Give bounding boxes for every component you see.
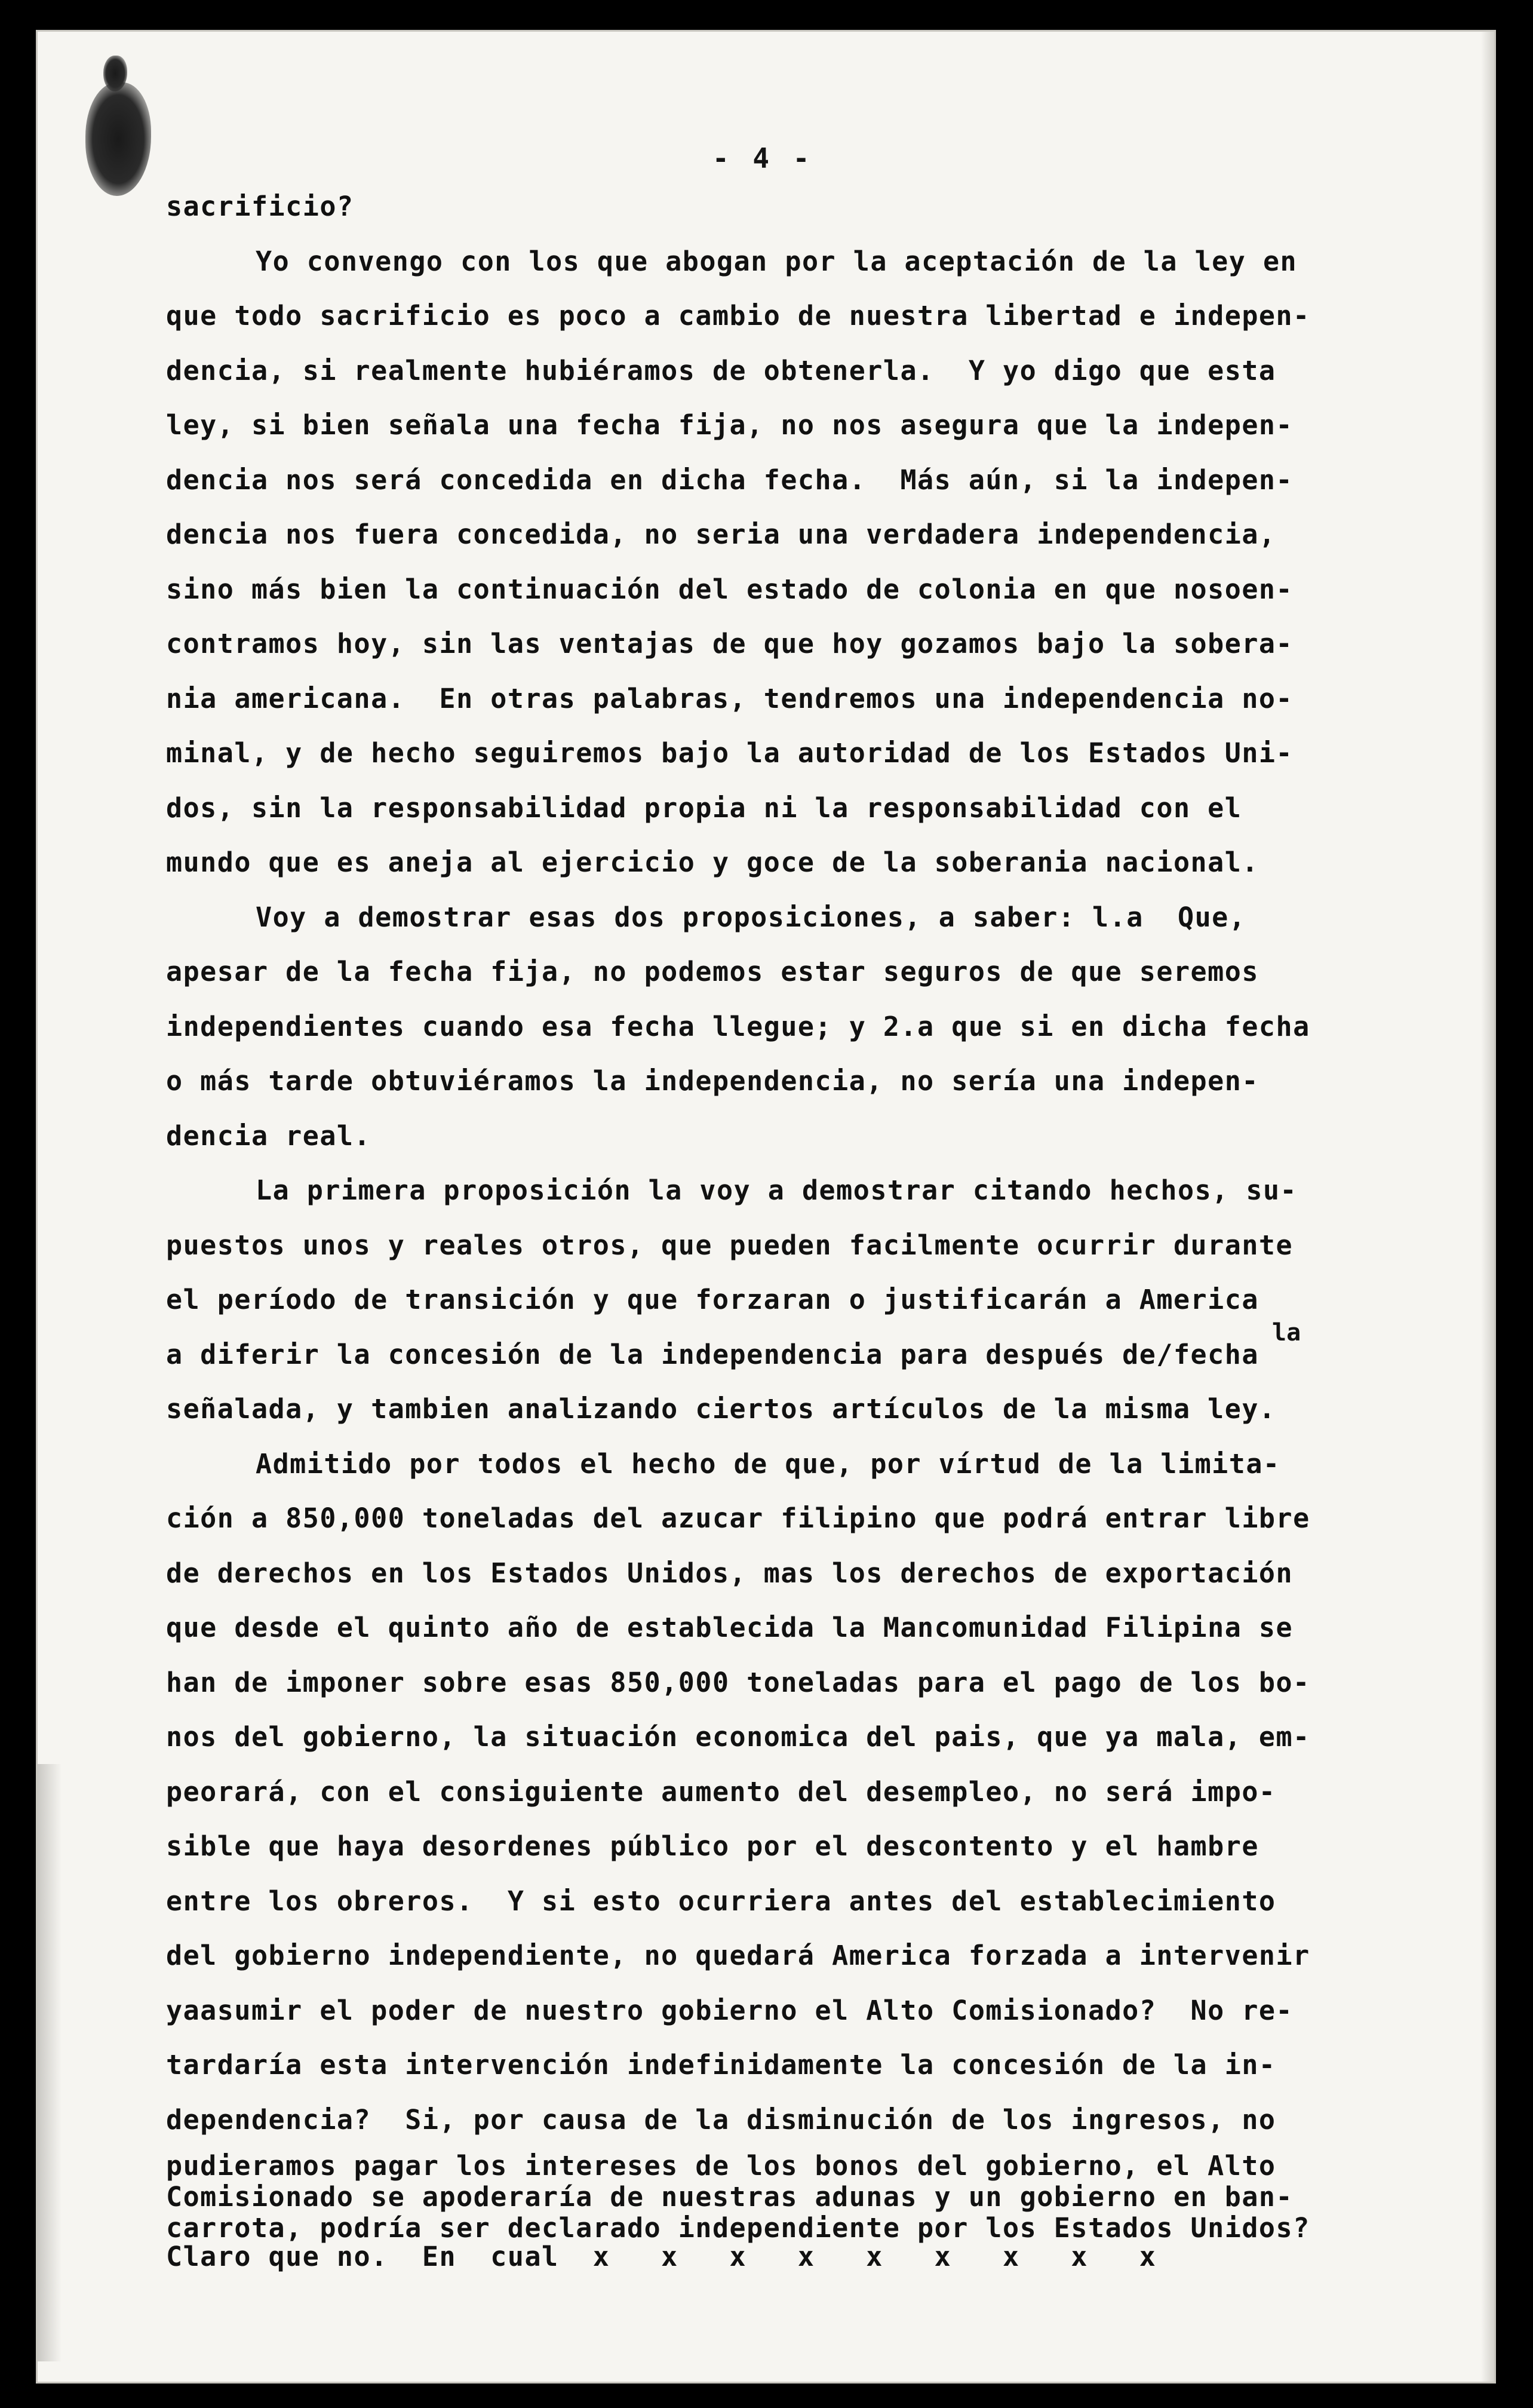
text-line: Admitido por todos el hecho de que, por vírtud de la limita- [256,1447,1280,1480]
text-line: dependencia? Si, por causa de la disminución de los ingresos, no [166,2103,1276,2136]
text-line: Comisionado se apoderaría de nuestras adunas y un gobierno en ban- [166,2181,1294,2213]
text-line: dencia nos fuera concedida, no seria una verdadera independencia, [166,519,1276,550]
text-line: ción a 850,000 toneladas del azucar filipino que podrá entrar libre [166,1502,1310,1534]
text-line: o más tarde obtuviéramos la independencia, no sería una indepen- [166,1065,1259,1097]
text-line: señalada, y tambien analizando ciertos artículos de la misma ley. [166,1393,1276,1425]
text-line: a diferir la concesión de la independencia para después de/fecha [166,1338,1259,1370]
text-line: independientes cuando esa fecha llegue; y 2.a que si en dicha fecha [166,1010,1310,1042]
text-line: sacrificio? [166,191,354,222]
text-line: el período de transición y que forzaran o justificarán a America [166,1284,1259,1315]
interlinear-insertion: la [1272,1319,1301,1346]
text-line: Yo convengo con los que abogan por la aceptación de la ley en [256,245,1298,277]
text-line: sible que haya desordenes público por el descontento y el hambre [166,1830,1259,1862]
text-line: puestos unos y reales otros, que pueden facilmente ocurrir durante [166,1229,1294,1261]
text-line: apesar de la fecha fija, no podemos estar seguros de que seremos [166,956,1259,987]
text-line: dencia real. [166,1119,371,1152]
struck-out-line: Claro que no. En cual x x x x x x x x x [166,2241,1157,2272]
text-line: tardaría esta intervención indefinidamente la concesión de la in- [166,2049,1276,2081]
page-edge-shadow-left [38,1764,62,2361]
text-line: mundo que es aneja al ejercicio y goce de la soberania nacional. [166,846,1259,878]
ink-blot-mark [85,82,151,196]
text-line: dencia nos será concedida en dicha fecha. Más aún, si la indepen- [166,464,1294,496]
text-line: yaasumir el poder de nuestro gobierno el Alto Comisionado? No re- [166,1994,1294,2026]
text-line: nos del gobierno, la situación economica del pais, que ya mala, em- [166,1721,1310,1753]
text-line: ley, si bien señala una fecha fija, no nos asegura que la indepen- [166,409,1294,441]
page-edge-shadow [1481,32,1494,2382]
text-line: Voy a demostrar esas dos proposiciones, a saber: l.a Que, [256,901,1246,933]
text-line: del gobierno independiente, no quedará America forzada a intervenir [166,1940,1310,1971]
text-line: de derechos en los Estados Unidos, mas los derechos de exportación [166,1557,1294,1589]
text-line: que todo sacrificio es poco a cambio de nuestra libertad e indepen- [166,300,1310,332]
text-line: han de imponer sobre esas 850,000 toneladas para el pago de los bo- [166,1666,1310,1698]
text-line: La primera proposición la voy a demostrar citando hechos, su- [256,1174,1298,1206]
text-line: carrota, podría ser declarado independiente por los Estados Unidos? [166,2212,1310,2244]
typed-tail-text [166,2151,1438,2244]
text-line: que desde el quinto año de establecida la Mancomunidad Filipina se [166,1612,1294,1643]
text-line: dos, sin la responsabilidad propia ni la responsabilidad con el [166,792,1242,824]
text-line: pudieramos pagar los intereses de los bonos del gobierno, el Alto [166,2150,1276,2182]
typed-body-text [166,179,1438,2147]
text-line: entre los obreros. Y si esto ocurriera antes del establecimiento [166,1885,1276,1917]
text-line: dencia, si realmente hubiéramos de obtenerla. Y yo digo que esta [166,354,1276,386]
text-line: contramos hoy, sin las ventajas de que hoy gozamos bajo la sobera- [166,628,1294,659]
page-number: - 4 - [712,142,813,174]
text-line: sino más bien la continuación del estado de colonia en que nosoen- [166,573,1294,605]
text-line: nia americana. En otras palabras, tendremos una independencia no- [166,682,1294,714]
text-line: peorará, con el consiguiente aumento del desempleo, no será impo- [166,1775,1276,1808]
text-line: minal, y de hecho seguiremos bajo la autoridad de los Estados Uni- [166,737,1294,769]
